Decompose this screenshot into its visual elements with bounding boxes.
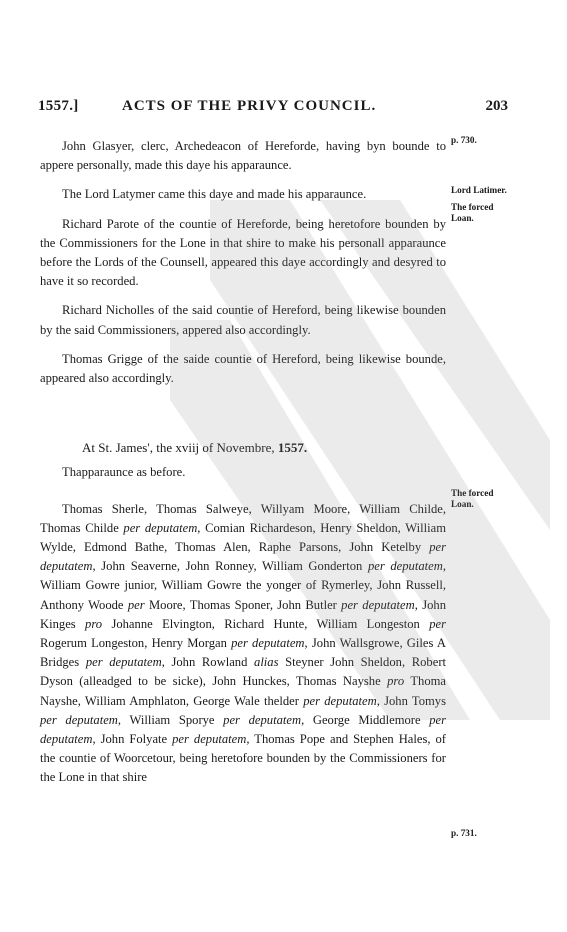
meeting-subheading: Thapparaunce as before. [62, 465, 186, 480]
margin-note-forced-loan-2: The forced Loan. [451, 488, 494, 509]
meeting-heading [40, 438, 446, 457]
body-text [40, 137, 446, 788]
margin-note-p731: p. 731. [451, 828, 477, 838]
paragraph-parote: Richard Parote of the countie of Hereforde, being heretofore bounden by the Commissioners for the Lone in that shire to make his personall apparaunce before the Lords of the Counsell, appeared this daye accordingly and desyred to have it so recorded. [40, 216, 446, 289]
header-title: ACTS OF THE PRIVY COUNCIL. [122, 98, 377, 114]
meeting-year: 1557. [277, 440, 308, 456]
paragraph-nicholles: Richard Nicholles of the said countie of Hereford, being likewise bounden by the said Commissioners, appered also accordingly. [40, 303, 446, 337]
header-year: 1557.] [38, 98, 79, 114]
margin-note-forced-loan-1: The forced Loan. [451, 202, 494, 223]
paragraph-worcester-appearances: Thomas Sherle, Thomas Salweye, Willyam Moore, William Childe, Thomas Childe per deputatem, Comian Richardeson, Henry Sheldon, William Wylde, Edmond Bathe, Thomas Alen, Raphe Parsons, John Ketelby per deputatem, John Seaverne, John Ronney, William Gonderton per deputatem, William Gowre junior, William Gowre the yonger of Rymerley, John Russell, Anthony Woode per Moore, Thomas Sponer, John Butler per deputatem, John Kinges pro Johanne Elvington, Richard Hunte, William Longeston per Rogerum Longeston, Henry Morgan per deputatem, John Wallsgrowe, Giles A Bridges per deputatem, John Rowland alias Steyner John Sheldon, Robert Dyson (alleadged to be sicke), John Hunckes, Thomas Nayshe pro Thoma Nayshe, William Amphlaton, George Wale thelder per deputatem, John Tomys per deputatem, William Sporye per deputatem, George Middlemore per deputatem, John Folyate per deputatem, Thomas Pope and Stephen Hales, of the countie of Woorcetour, being heretofore bounden by the Commissioners for the Lone in that shire [40, 501, 447, 785]
margin-note-p730: p. 730. [451, 135, 477, 145]
running-header [38, 98, 508, 120]
page-number: 203 [485, 98, 508, 114]
paragraph-grigge: Thomas Grigge of the saide countie of Hereford, being likewise bounde, appeared also accordingly. [40, 351, 446, 386]
paragraph-latymer: The Lord Latymer came this daye and made his apparaunce. [62, 187, 367, 202]
paragraph-glasyer: John Glasyer, clerc, Archedeacon of Hereforde, having byn bounde to appere personally, made this daye his apparaunce. [40, 139, 446, 173]
margin-note-lord-latimer: Lord Latimer. [451, 185, 507, 195]
meeting-place-date: At St. James', the xviij of Novembre, [82, 440, 278, 456]
